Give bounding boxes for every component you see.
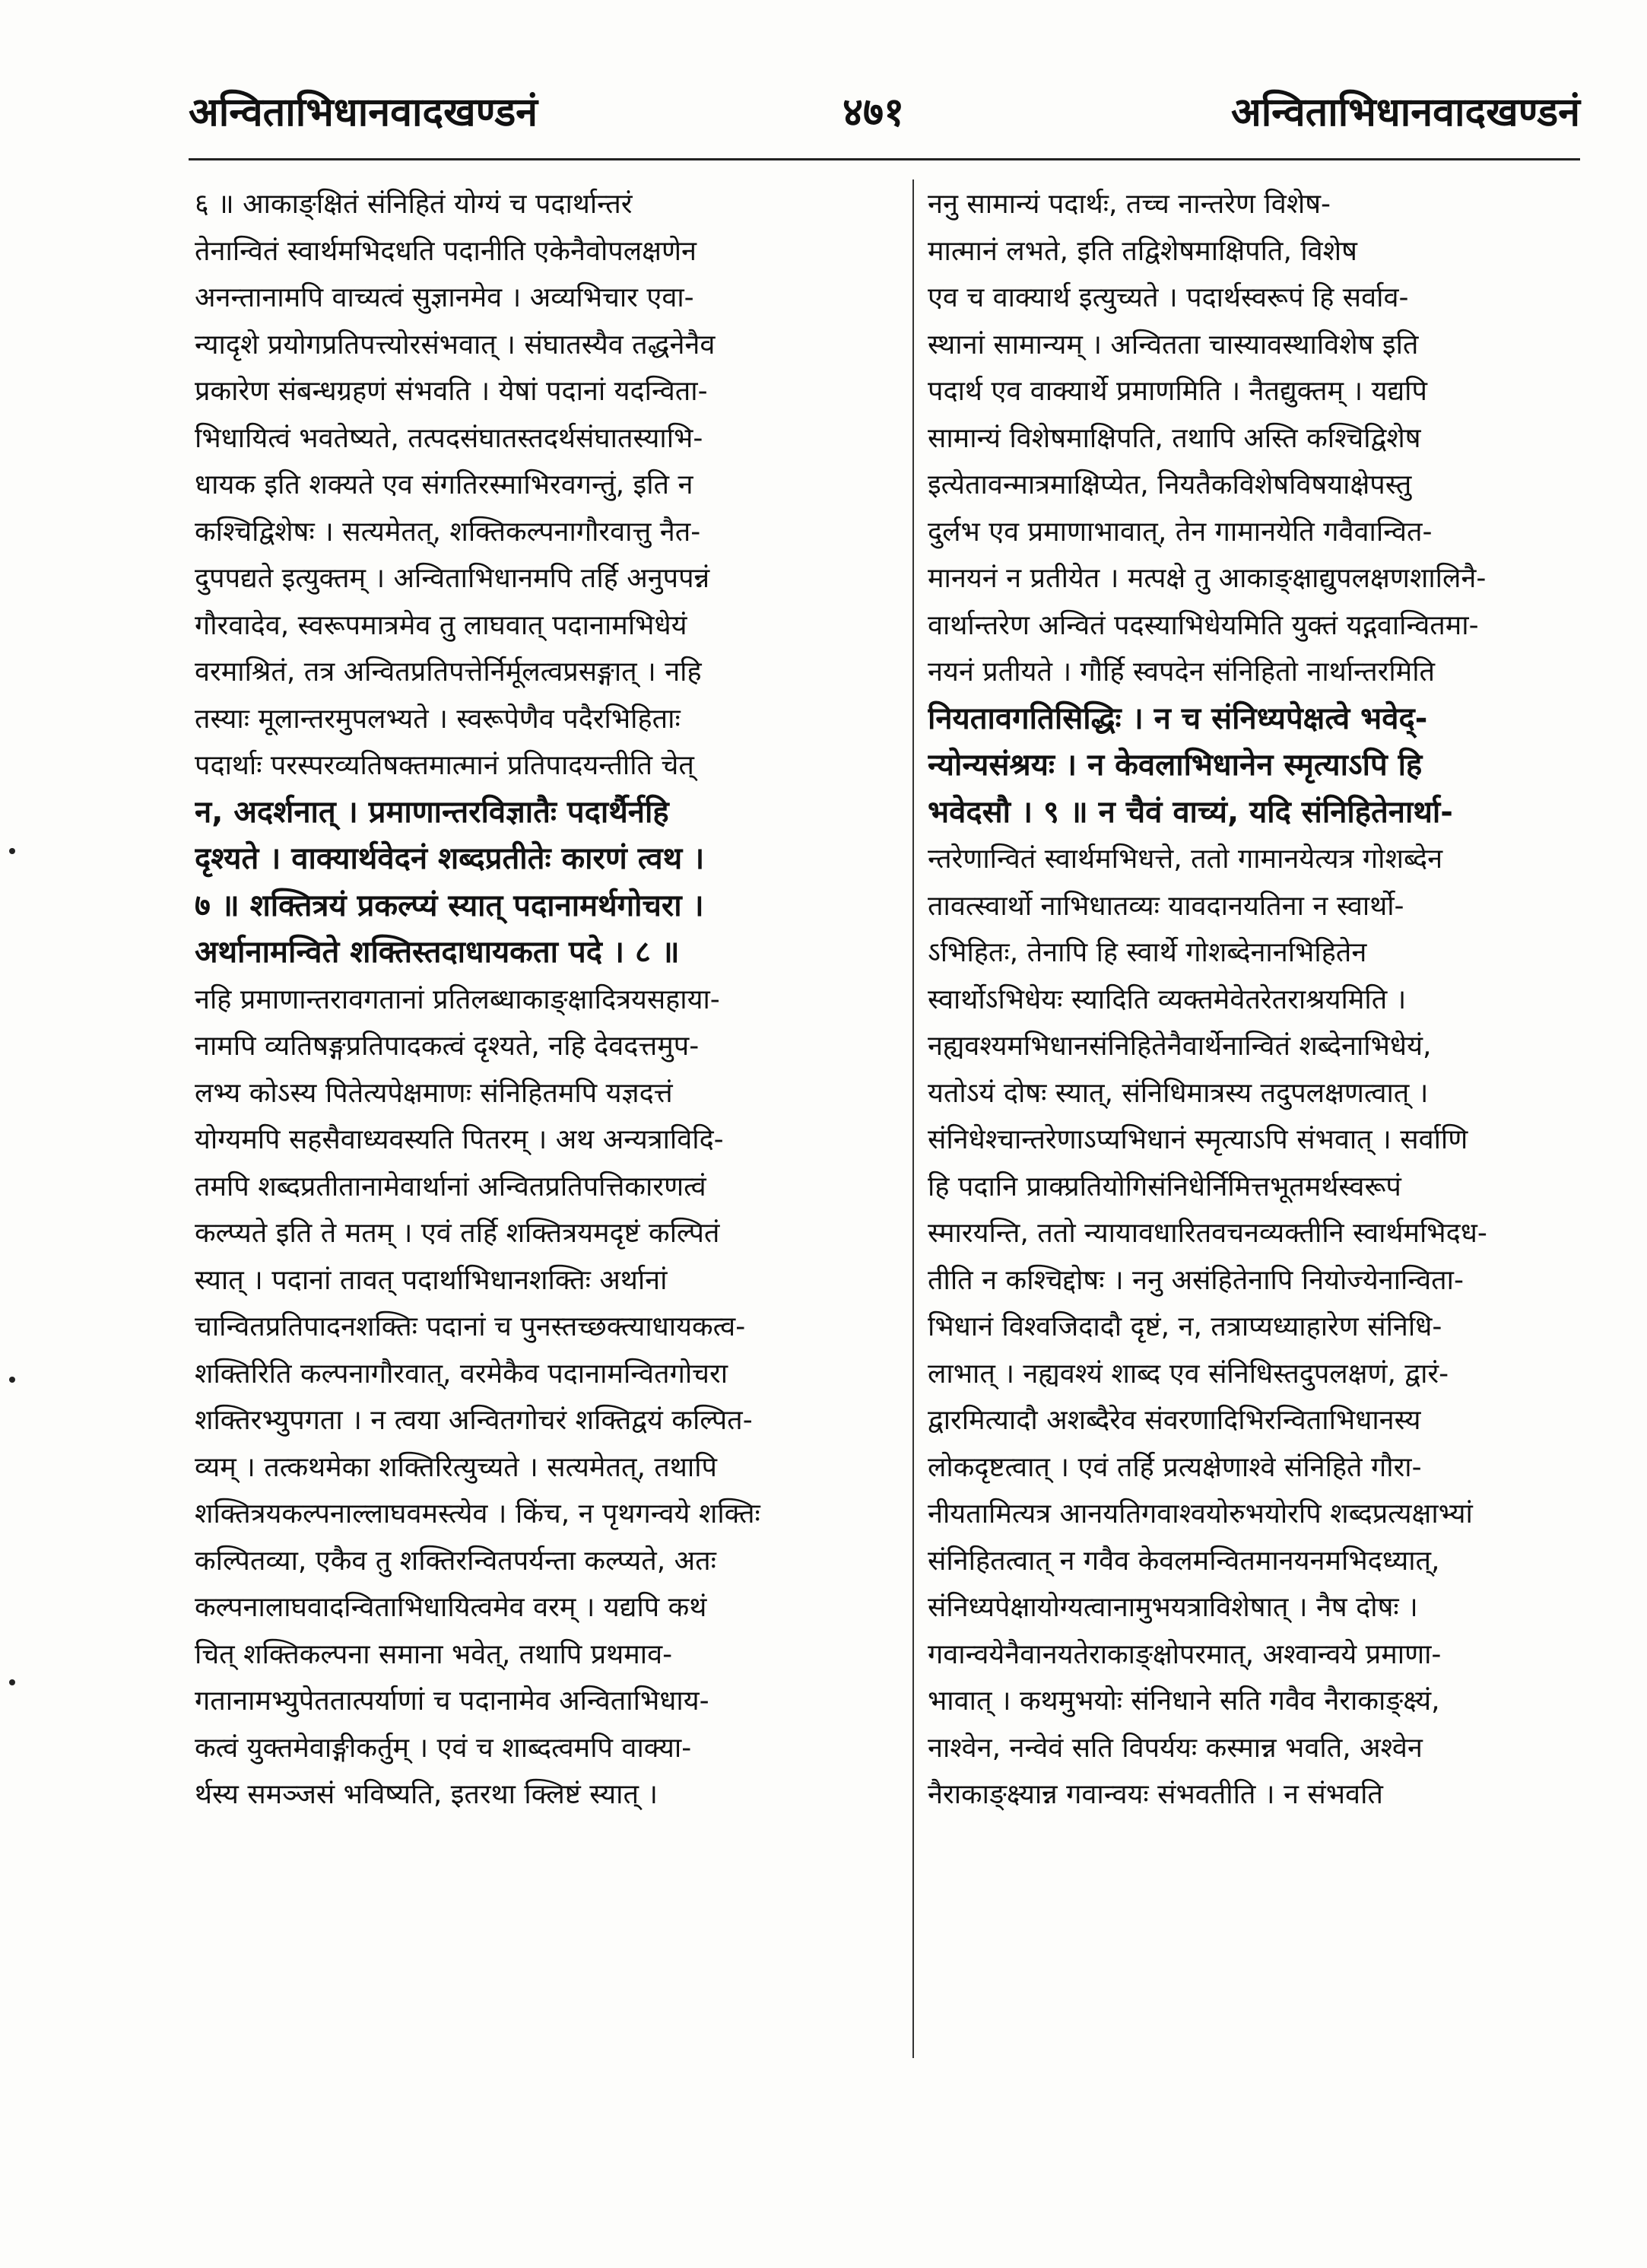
text-line: न, अदर्शनात् । प्रमाणान्तरविज्ञातैः पदार्थैर्नहि xyxy=(195,794,669,830)
text-line: संनिधेश्चान्तरेणाऽप्यभिधानं स्मृत्याऽपि संभवात् । सर्वाणि xyxy=(928,1124,1468,1155)
text-line: तीति न कश्चिद्दोषः । ननु असंहितेनापि नियोज्येनान्विता- xyxy=(928,1264,1464,1296)
text-line: वार्थान्तरेण अन्वितं पदस्याभिधेयमिति युक्तं यद्गवान्वितमा- xyxy=(928,609,1479,641)
text-line: द्वारमित्यादौ अशब्दैरेव संवरणादिभिरन्विताभिधानस्य xyxy=(928,1405,1421,1436)
text-line: कल्प्यते इति ते मतम् । एवं तर्हि शक्तित्रयमदृष्टं कल्पितं xyxy=(195,1218,720,1249)
text-line: कल्पनालाघवादन्विताभिधायित्वमेव वरम् । यद्यपि कथं xyxy=(195,1592,707,1623)
text-line: शक्तित्रयकल्पनाल्लाघवमस्त्येव । किंच, न पृथगन्वये शक्तिः xyxy=(195,1498,760,1529)
text-line: संनिहितत्वात् न गवैव केवलमन्वितमानयनमभिदध्यात्, xyxy=(928,1545,1440,1577)
column-divider xyxy=(912,179,914,2058)
left-column xyxy=(195,181,894,1819)
text-line: अनन्तानामपि वाच्यत्वं सुज्ञानमेव । अव्यभिचार एवा- xyxy=(195,282,694,313)
text-line: चित् शक्तिकल्पना समाना भवेत्, तथापि प्रथमाव- xyxy=(195,1638,673,1670)
text-line: स्यात् । पदानां तावत् पदार्थाभिधानशक्तिः अर्थानां xyxy=(195,1264,668,1296)
text-line: एव च वाक्यार्थ इत्युच्यते । पदार्थस्वरूपं हि सर्वाव- xyxy=(928,282,1409,313)
text-line: नहि प्रमाणान्तरावगतानां प्रतिलब्धाकाङ्क्षादित्रयसहाया- xyxy=(195,983,720,1015)
text-line: लाभात् । नह्यवश्यं शाब्द एव संनिधिस्तदुपलक्षणं, द्वारं- xyxy=(928,1358,1449,1390)
text-line: भिधायित्वं भवतेष्यते, तत्पदसंघातस्तदर्थसंघातस्याभि- xyxy=(195,422,703,454)
text-line: मानयनं न प्रतीयेत । मत्पक्षे तु आकाङ्क्षाद्युपलक्षणशालिनै- xyxy=(928,563,1487,594)
text-line: तस्याः मूलान्तरमुपलभ्यते । स्वरूपेणैव पदैरभिहिताः xyxy=(195,703,681,735)
running-title-right: अन्विताभिधानवादखण्डनं xyxy=(1230,90,1580,135)
text-line: नह्यवश्यमभिधानसंनिहितेनैवार्थेनान्वितं शब्देनाभिधेयं, xyxy=(928,1031,1432,1062)
text-line: व्यम् । तत्कथमेका शक्तिरित्युच्यते । सत्यमेतत्, तथापि xyxy=(195,1451,717,1483)
text-line: स्वार्थोऽभिधेयः स्यादिति व्यक्तमेवेतरेतराश्रयमिति । xyxy=(928,983,1407,1015)
text-line: नीयतामित्यत्र आनयतिगवाश्वयोरुभयोरपि शब्दप्रत्यक्षाभ्यां xyxy=(928,1498,1473,1529)
header-rule xyxy=(189,158,1580,160)
text-line: नयनं प्रतीयते । गौर्हि स्वपदेन संनिहितो नार्थान्तरमिति xyxy=(928,656,1436,688)
text-line: न्तरेणान्वितं स्वार्थमभिधत्ते, ततो गामानयेत्यत्र गोशब्देन xyxy=(928,843,1443,875)
text-line: न्यादृशे प्रयोगप्रतिपत्त्योरसंभवात् । संघातस्यैव तद्धनेनैव xyxy=(195,329,716,361)
running-title-left: अन्विताभिधानवादखण्डनं xyxy=(189,90,538,135)
text-line: नामपि व्यतिषङ्गप्रतिपादकत्वं दृश्यते, नहि देवदत्तमुप- xyxy=(195,1031,700,1062)
page-header xyxy=(189,76,1580,145)
text-line: गवान्वयेनैवानयतेराकाङ्क्षोपरमात्, अश्वान्वये प्रमाणा- xyxy=(928,1638,1442,1670)
text-line: ऽभिहितः, तेनापि हि स्वार्थे गोशब्देनानभिहितेन xyxy=(928,937,1367,968)
text-line: लोकदृष्टत्वात् । एवं तर्हि प्रत्यक्षेणाश्वे संनिहिते गौरा- xyxy=(928,1451,1422,1483)
text-line: नाश्वेन, नन्वेवं सति विपर्ययः कस्मान्न भवति, अश्वेन xyxy=(928,1732,1423,1764)
text-line: शक्तिरभ्युपगता । न त्वया अन्वितगोचरं शक्तिद्वयं कल्पित- xyxy=(195,1405,753,1436)
text-line: गतानामभ्युपेततात्पर्याणां च पदानामेव अन्विताभिधाय- xyxy=(195,1685,709,1717)
text-line: भावात् । कथमुभयोः संनिधाने सति गवैव नैराकाङ्क्ष्यं, xyxy=(928,1685,1440,1717)
text-line: र्थस्य समञ्जसं भविष्यति, इतरथा क्लिष्टं स्यात् । xyxy=(195,1779,658,1810)
text-line: कल्पितव्या, एकैव तु शक्तिरन्वितपर्यन्ता कल्प्यते, अतः xyxy=(195,1545,716,1577)
text-line: मात्मानं लभते, इति तद्विशेषमाक्षिपति, विशेष xyxy=(928,235,1357,267)
text-line: अर्थानामन्विते शक्तिस्तदाधायकता पदे । ८ ॥ xyxy=(195,935,680,970)
text-line: भिधानं विश्वजिदादौ दृष्टं, न, तत्राप्यध्याहारेण संनिधि- xyxy=(928,1311,1442,1342)
text-line: प्रकारेण संबन्धग्रहणं संभवति । येषां पदानां यदन्विता- xyxy=(195,376,708,407)
text-line: इत्येतावन्मात्रमाक्षिप्येत, नियतैकविशेषविषयाक्षेपस्तु xyxy=(928,469,1412,500)
right-column xyxy=(928,181,1580,1819)
text-line: हि पदानि प्राक्प्रतियोगिसंनिधेर्निमित्तभूतमर्थस्वरूपं xyxy=(928,1171,1401,1202)
text-line: गौरवादेव, स्वरूपमात्रमेव तु लाघवात् पदानामभिधेयं xyxy=(195,609,687,641)
text-line: पदार्थ एव वाक्यार्थे प्रमाणमिति । नैतद्युक्तम् । यद्यपि xyxy=(928,376,1427,407)
text-line: तमपि शब्दप्रतीतानामेवार्थानां अन्वितप्रतिपत्तिकारणत्वं xyxy=(195,1171,706,1202)
text-line: शक्तिरिति कल्पनागौरवात्, वरमेकैव पदानामन्वितगोचरा xyxy=(195,1358,728,1390)
text-line: कत्वं युक्तमेवाङ्गीकर्तुम् । एवं च शाब्दत्वमपि वाक्या- xyxy=(195,1732,692,1764)
text-line: नैराकाङ्क्ष्यान्न गवान्वयः संभवतीति । न संभवति xyxy=(928,1779,1383,1810)
text-line: धायक इति शक्यते एव संगतिरस्माभिरवगन्तुं, इति न xyxy=(195,469,693,500)
text-line: संनिध्यपेक्षायोग्यत्वानामुभयत्राविशेषात् । नैष दोषः । xyxy=(928,1592,1418,1623)
text-line: सामान्यं विशेषमाक्षिपति, तथापि अस्ति कश्चिद्विशेष xyxy=(928,422,1421,454)
margin-dot xyxy=(9,1679,15,1685)
text-line: तेनान्वितं स्वार्थमभिदधति पदानीति एकेनैवोपलक्षणेन xyxy=(195,235,697,267)
text-line: भवेदसौ । ९ ॥ न चैवं वाच्यं, यदि संनिहितेनार्था- xyxy=(928,794,1453,830)
text-line: चान्वितप्रतिपादनशक्तिः पदानां च पुनस्तच्छक्त्याधायकत्व- xyxy=(195,1311,746,1342)
text-line: ७ ॥ शक्तित्रयं प्रकल्प्यं स्यात् पदानामर्थगोचरा । xyxy=(195,888,704,923)
margin-dot xyxy=(9,1377,15,1383)
text-line: दृश्यते । वाक्यार्थवेदनं शब्दप्रतीतेः कारणं त्वथ । xyxy=(195,841,705,876)
text-line: स्थानां सामान्यम् । अन्वितता चास्यावस्थाविशेष इति xyxy=(928,329,1419,361)
text-line: कश्चिद्विशेषः । सत्यमेतत्, शक्तिकल्पनागौरवात्तु नैत- xyxy=(195,516,701,548)
text-line: दुपपद्यते इत्युक्तम् । अन्विताभिधानमपि तर्हि अनुपपन्नं xyxy=(195,563,710,594)
text-line: नियतावगतिसिद्धिः । न च संनिध्यपेक्षत्वे भवेद्- xyxy=(928,700,1428,736)
text-line: योग्यमपि सहसैवाध्यवस्यति पितरम् । अथ अन्यत्राविदि- xyxy=(195,1124,724,1155)
text-line: स्मारयन्ति, ततो न्यायावधारितवचनव्यक्तीनि स्वार्थमभिदध- xyxy=(928,1218,1487,1249)
text-line: वरमाश्रितं, तत्र अन्वितप्रतिपत्तेर्निर्मूलत्वप्रसङ्गात् । नहि xyxy=(195,656,702,688)
text-line: लभ्य कोऽस्य पितेत्यपेक्षमाणः संनिहितमपि यज्ञदत्तं xyxy=(195,1077,673,1109)
page-number: ४७१ xyxy=(843,90,905,135)
text-line: तावत्स्वार्थो नाभिधातव्यः यावदानयतिना न स्वार्थो- xyxy=(928,890,1404,922)
text-line: ननु सामान्यं पदार्थः, तच्च नान्तरेण विशेष- xyxy=(928,189,1331,220)
text-line: ६ ॥ आकाङ्क्षितं संनिहितं योग्यं च पदार्थान्तरं xyxy=(195,189,633,220)
margin-dot xyxy=(9,848,15,854)
text-line: यतोऽयं दोषः स्यात्, संनिधिमात्रस्य तदुपलक्षणत्वात् । xyxy=(928,1077,1429,1109)
text-line: पदार्थाः परस्परव्यतिषक्तमात्मानं प्रतिपादयन्तीति चेत् xyxy=(195,750,694,781)
text-line: न्योन्यसंश्रयः । न केवलाभिधानेन स्मृत्याऽपि हि xyxy=(928,748,1423,783)
text-line: दुर्लभ एव प्रमाणाभावात्, तेन गामानयेति गवैवान्वित- xyxy=(928,516,1433,548)
